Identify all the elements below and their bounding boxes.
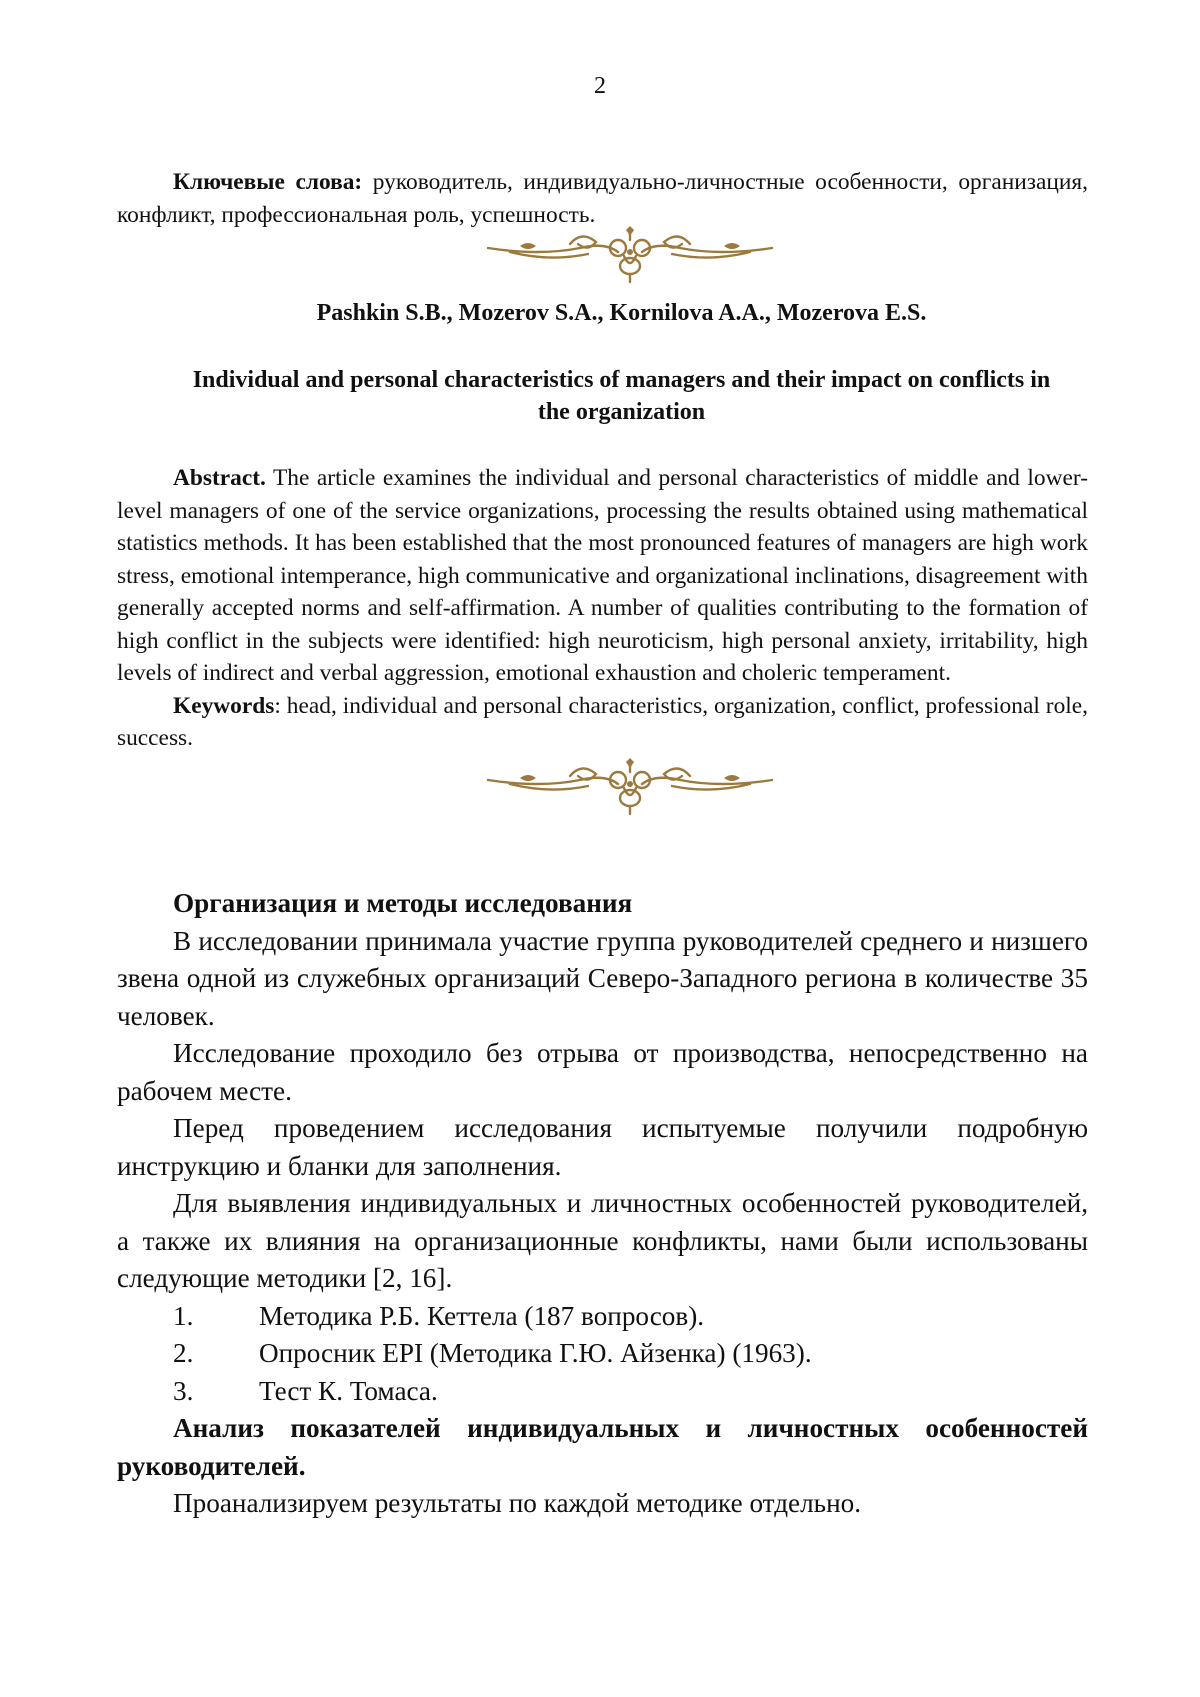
ru-keywords-block: [117, 166, 1088, 231]
ornament-divider-icon: [480, 758, 780, 818]
ru-keywords-text: руководитель, индивидуально-личностные особенности, организация, конфликт, профессиональная роль, успешность.: [117, 169, 1088, 228]
analysis-subheading: Анализ показателей индивидуальных и личностных особенностей руководителей.: [117, 1413, 1088, 1481]
main-section: [117, 885, 1088, 1523]
en-keywords-text: : head, individual and personal characteristics, organization, conflict, professional role, success.: [117, 692, 1088, 751]
list-item-text: Опросник EPI (Методика Г.Ю. Айзенка) (1963).: [259, 1338, 812, 1368]
article-title-en: Individual and personal characteristics of managers and their impact on conflicts in the organization: [192, 367, 1051, 425]
section-paragraph: Исследование проходило без отрыва от производства, непосредственно на рабочем месте.: [117, 1038, 1088, 1106]
authors-line: Pashkin S.B., Mozerov S.A., Kornilova A.A., Mozerova E.S.: [316, 300, 927, 326]
ru-keywords-label: Ключевые слова:: [173, 169, 363, 195]
list-item-text: Методика Р.Б. Кеттела (187 вопросов).: [259, 1300, 705, 1331]
ornament-divider-icon: [480, 226, 780, 286]
en-keywords-label: Keywords: [173, 692, 275, 719]
methods-list: [117, 1298, 1088, 1411]
methods-list-item: [117, 1298, 1088, 1336]
list-item-number: 2.: [173, 1338, 194, 1368]
list-item-text: Тест К. Томаса.: [259, 1375, 438, 1406]
section-paragraph: В исследовании принимала участие группа руководителей среднего и низшего звена одной из служебных организаций Северо-Западного региона в количестве 35 человек.: [117, 925, 1088, 1031]
closing-paragraph: Проанализируем результаты по каждой методике отдельно.: [173, 1488, 862, 1518]
section-paragraph: Перед проведением исследования испытуемые получили подробную инструкцию и бланки для заполнения.: [117, 1113, 1088, 1181]
abstract-label: Abstract.: [173, 465, 266, 491]
ornament-svg: [480, 226, 780, 286]
page-number: 2: [594, 73, 606, 99]
list-item-number: 3.: [173, 1375, 194, 1406]
list-item-number: 1.: [173, 1300, 194, 1331]
section-paragraph: Для выявления индивидуальных и личностных особенностей руководителей, а также их влияния на организационные конфликты, нами были использованы следующие методики [2, 16].: [117, 1188, 1088, 1293]
methods-list-item: [117, 1373, 1088, 1411]
section-heading: Организация и методы исследования: [173, 888, 633, 918]
abstract-block: [117, 462, 1088, 755]
methods-list-item: [117, 1335, 1088, 1373]
ornament-svg: [480, 758, 780, 818]
abstract-text: The article examines the individual and personal characteristics of middle and lower-level managers of one of the service organizations, processing the results obtained using mathematical statistics methods. It has been established that the most pronounced features of managers are high work stress, emotional intemperance, high communicative and organizational inclinations, disagreement with generally accepted norms and self-affirmation. A number of qualities contributing to the formation of high conflict in the subjects were identified: high neuroticism, high personal anxiety, irritability, high levels of indirect and verbal aggression, emotional exhaustion and choleric temperament.: [117, 465, 1088, 686]
